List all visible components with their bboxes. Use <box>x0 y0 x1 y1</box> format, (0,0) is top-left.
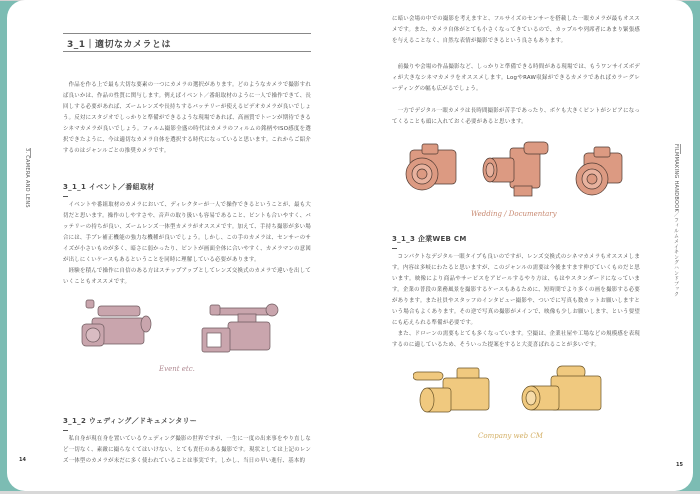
chapter-side-label: 3. CAMERA AND LENS <box>24 148 30 208</box>
page-number-left: 14 <box>19 457 26 463</box>
event-caption: Event etc. <box>159 365 195 373</box>
corporate-caption: Company web CM <box>478 432 543 440</box>
subsection-dash <box>392 248 397 249</box>
cinema-rig-illustration-2 <box>521 364 605 420</box>
section-title: 3_1｜適切なカメラとは <box>67 40 172 50</box>
camcorder-illustration-2 <box>200 300 282 358</box>
subsection-title-corporate: 3_1_3 企業WEB CM <box>392 235 467 243</box>
event-paragraph-1: イベントや番組取材のカメラにおいて、ディレクターが一人で操作できるということが、最も大切だと思います。操作のしやすさや、音声の取り扱いも容易であること、ピントも合いやすく、バッテリーの持ちが良い、ズームレンズ一体型カメラがオススメです。加えて、手持ち撮影が多い場合には、手ブレ補正機能の強力な機種が良いでしょう。しかし、この手のカメラは、センサーのサイズが小さいものが多く、暗さに弱かったり、ピントが画面全体に合いやすく、カメラマンの意図が出しにくいケースもあるということを同時に理解している必要があります。 <box>63 202 311 263</box>
subsection-title-event: 3_1_1 イベント／番組取材 <box>63 183 155 191</box>
section-title-bar <box>63 33 311 52</box>
corporate-paragraph-2: また、ドローンの需要もとても多くなっています。空撮は、企業社屋や工場などの規模感を表現するのに適しているため、そういった提案をすると大変喜ばれることが多いです。 <box>392 331 640 348</box>
left-page <box>7 0 350 491</box>
wedding-caption: Wedding / Documentary <box>471 210 557 218</box>
wedding-paragraph-2: 前撮りや会場の作品撮影など、しっかりと準備できる時間がある現場では、もうワンサイズボディが大きなシネマカメラをオススメします。LogやRAW収録ができるカメラであればカラーグレーディングの幅も広がるでしょう。 <box>392 64 640 92</box>
dslr-illustration-1 <box>402 140 460 196</box>
intro-paragraph: 作品を作る上で最も大切な要素の一つにカメラの選択があります。どのようなカメラで撮影すれば良いかは、作品の性質に関与します。例えばイベント／番組取材のように一人で操作できて、長回しする必要があれば、ズームレンズや長持ちするバッテリーが使えるビデオカメラが良いでしょう。反対にスタジオでしっかりと準備ができるような現場であれば、高画質でトーンが期待できるシネマカメラが良いでしょう。フィルム撮影全盛の時代はカメラのフィルムの銘柄やISO感度を選択できたように、今は適切なカメラ自体を選択する時代になっていると思います。これからご紹介するのはジャンルごとの推奨カメラです。 <box>63 82 311 154</box>
cinema-camera-illustration <box>480 140 552 200</box>
cinema-rig-illustration-1 <box>413 366 493 418</box>
wedding-paragraph-1: 私自身が現在身を置いているウェディング撮影の世界ですが、一生に一度の出来事をやり直しなど一切なく、素敵に撮らなくてはいけない、とても責任のある撮影です。現状としては上記のレンズ一体型のカメラが未だに多く使われていることは事実です。しかし、当日の早い進行、基本的 <box>63 436 311 464</box>
book-side-label: FILMMAKING HANDBOOK／フィルムメイキングハンドブック <box>673 144 679 297</box>
wedding-paragraph-3: 一方でデジタル一眼カメラは長時間撮影が苦手であったり、ボケも大きくピントがシビアになってくることも頭に入れておく必要があると思います。 <box>392 108 640 125</box>
continued-paragraph: に暗い会場の中での撮影を考えますと、フルサイズのセンサーを搭載した一眼カメラが最もオススメです。また、カメラ自体がとても小さくなってきているので、カップルや列席者にあまり緊張感を与えることなく、自然な表情が撮影できるという良さもあります。 <box>392 16 640 44</box>
subsection-dash <box>63 196 68 197</box>
corporate-paragraph-1: コンパクトなデジタル一眼タイプも良いのですが、レンズ交換式のシネマカメラもオススメします。内容は多岐にわたると思いますが、このジャンルの需要は今後ますます伸びていくものだと思います。映像により商品やサービスをアピールするやり方は、もはやスタンダードになっています。企業の普段の業務風景を撮影するケースもあるために、短時間でより多くの画を撮影する必要があります。また社員やスタッフのインタビュー撮影や、ついでに写真も数カットお願いしますという場合もよくあります。その逆で写真の撮影がメインで、映像も少しお願いします、という要望にも応えられる準備が必要です。 <box>392 254 640 326</box>
page-number-right: 15 <box>676 462 683 468</box>
subsection-dash <box>63 430 68 431</box>
camcorder-illustration-1 <box>80 298 160 360</box>
event-paragraph-2: 経験を積んで操作に自信のある方はステップアップとしてレンズ交換式のカメラで違いを出していくこともオススメです。 <box>63 268 311 285</box>
dslr-illustration-2 <box>572 145 626 199</box>
right-page <box>350 0 693 491</box>
subsection-title-wedding: 3_1_2 ウェディング／ドキュメンタリー <box>63 417 198 425</box>
